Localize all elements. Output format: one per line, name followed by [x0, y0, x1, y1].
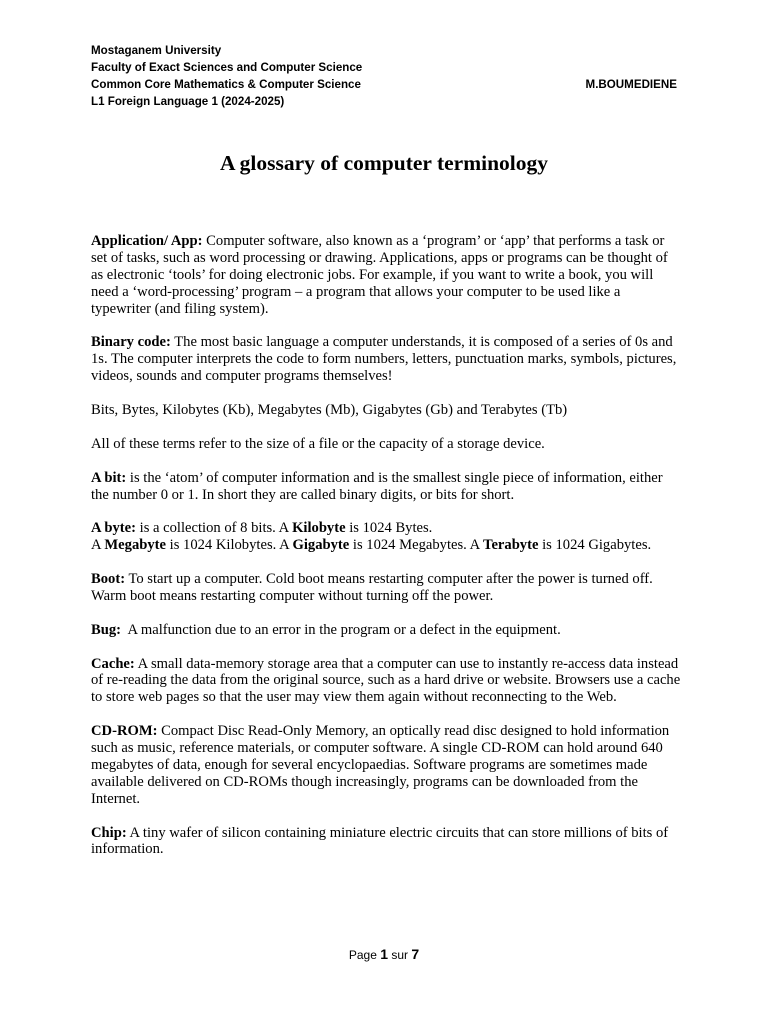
sizes-heading: Bits, Bytes, Kilobytes (Kb), Megabytes (Mb), Gigabytes (Gb) and Terabytes (Tb)	[91, 402, 568, 419]
definition-boot: To start up a computer. Cold boot means restarting computer after the power is turned off. Warm boot means restarting computer without turning off the power.	[91, 571, 653, 604]
definition-byte-2: is 1024 Bytes.	[345, 520, 433, 537]
header-university: Mostaganem University	[91, 44, 222, 57]
term-megabyte: Megabyte	[104, 537, 166, 554]
sizes-intro: All of these terms refer to the size of a file or the capacity of a storage device.	[91, 435, 545, 452]
footer-page-number: 1	[380, 946, 388, 962]
term-terabyte: Terabyte	[483, 537, 539, 554]
glossary-body	[91, 233, 681, 875]
definition-binary-code: The most basic language a computer understands, it is composed of a series of 0s and 1s. The computer interprets the code to form numbers, letters, punctuation marks, symbols, pictures, videos, sounds and computer programs themselves!	[91, 334, 677, 385]
term-bug: Bug:	[91, 621, 122, 638]
definition-cd-rom: Compact Disc Read-Only Memory, an optically read disc designed to hold information such as music, reference materials, or computer software. A single CD-ROM can hold around 640 megabytes of data, enough for several encyclopaedias. Software programs are sometimes made available delivered on CD-ROMs though increasingly, programs can be downloaded from the Internet.	[91, 723, 670, 807]
definition-cache: A small data-memory storage area that a computer can use to instantly re-access data instead of re-reading the data from the original source, such as a hard drive or website. Browsers use a cache to store web pages so that the user may view them again without reconnecting to the Web.	[91, 655, 681, 706]
entry-cd-rom	[91, 723, 681, 808]
header-course: L1 Foreign Language 1 (2024-2025)	[91, 95, 285, 108]
term-byte: A byte:	[91, 520, 136, 537]
term-chip: Chip:	[91, 824, 127, 841]
term-gigabyte: Gigabyte	[292, 537, 350, 554]
definition-byte-4: is 1024 Kilobytes. A	[166, 537, 293, 554]
entry-byte	[91, 520, 681, 554]
header-author: M.BOUMEDIENE	[585, 78, 677, 91]
entry-cache	[91, 656, 681, 707]
entry-application	[91, 233, 681, 318]
definition-byte-6: is 1024 Gigabytes.	[538, 537, 652, 554]
entry-boot	[91, 571, 681, 605]
page-footer	[0, 946, 768, 962]
entry-binary-code	[91, 334, 681, 385]
entry-bit	[91, 470, 681, 504]
definition-bug: A malfunction due to an error in the program or a defect in the equipment.	[121, 621, 561, 638]
header-program: Common Core Mathematics & Computer Science	[91, 78, 361, 91]
document-header	[91, 42, 677, 110]
term-cd-rom: CD-ROM:	[91, 723, 158, 740]
term-kilobyte: Kilobyte	[292, 520, 346, 537]
entry-bug	[91, 622, 681, 639]
footer-total-pages: 7	[411, 946, 420, 962]
footer-of-label: sur	[388, 948, 412, 962]
term-boot: Boot:	[91, 571, 126, 588]
page-title: A glossary of computer terminology	[219, 151, 549, 175]
definition-chip: A tiny wafer of silicon containing miniature electric circuits that can store millions of bits of information.	[91, 824, 669, 858]
definition-byte-5: is 1024 Megabytes. A	[349, 537, 484, 554]
term-bit: A bit:	[91, 469, 127, 486]
header-program-row	[91, 76, 677, 93]
footer-page-label: Page	[348, 948, 381, 962]
term-cache: Cache:	[91, 655, 135, 672]
term-application: Application/ App:	[91, 233, 203, 249]
definition-byte-1: is a collection of 8 bits. A	[136, 520, 293, 537]
definition-bit: is the ‘atom’ of computer information and is the smallest single piece of information, either the number 0 or 1. In short they are called binary digits, or bits for short.	[91, 469, 663, 503]
header-faculty: Faculty of Exact Sciences and Computer Science	[91, 61, 363, 74]
definition-application: Computer software, also known as a ‘program’ or ‘app’ that performs a task or set of tasks, such as word processing or drawing. Applications, apps or programs can be thought of as electronic ‘tools’ for doing electronic jobs. For example, if you want to write a book, you will need a ‘word-processing’ program – a program that allows your computer to be used like a typewriter (and filing system).	[91, 233, 668, 317]
definition-byte-3: A	[91, 537, 105, 554]
entry-chip	[91, 825, 681, 859]
term-binary-code: Binary code:	[91, 334, 171, 351]
